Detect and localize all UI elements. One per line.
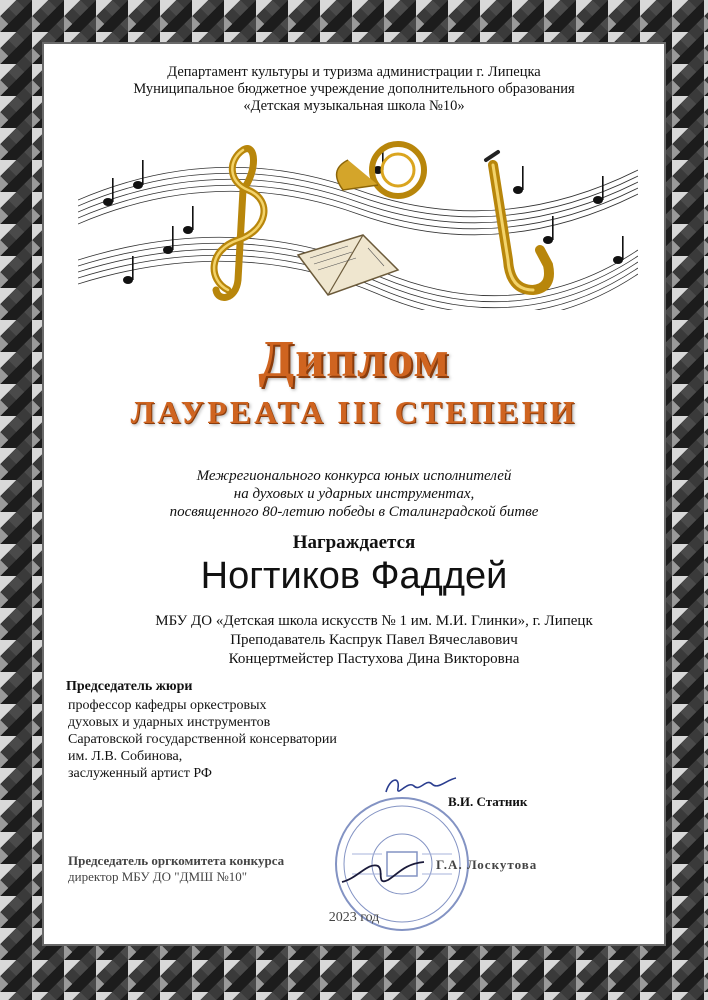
saxophone-icon bbox=[486, 152, 549, 290]
issuer-header bbox=[42, 64, 666, 115]
contest-line-2: на духовых и ударных инструментах, bbox=[233, 486, 475, 502]
contest-description bbox=[42, 467, 666, 521]
jury-line: профессор кафедры оркестровых bbox=[68, 698, 267, 713]
contest-line-3: посвященного 80-летию победы в Сталинградской битве bbox=[169, 504, 539, 520]
school-info bbox=[82, 612, 666, 669]
jury-line: Саратовской государственной консерватории bbox=[68, 732, 337, 747]
treble-clef-icon bbox=[214, 149, 264, 298]
jury-line: духовых и ударных инструментов bbox=[68, 715, 271, 730]
jury-line: заслуженный артист РФ bbox=[68, 766, 212, 781]
musical-instruments-banner bbox=[78, 130, 638, 310]
jury-chair-title: Председатель жюри bbox=[66, 679, 193, 694]
header-line-1: Департамент культуры и туризма администрации г. Липецка bbox=[167, 64, 541, 80]
issue-year: 2023 год bbox=[328, 910, 380, 925]
recipient-name: Ногтиков Фаддей bbox=[200, 555, 508, 597]
accompanist-line: Концертмейстер Пастухова Дина Викторовна bbox=[228, 651, 520, 667]
organizer-signer-name: Г.А. Лоскутова bbox=[436, 857, 538, 872]
awarded-label: Награждается bbox=[292, 532, 416, 553]
organizer-title: Председатель оргкомитета конкурса bbox=[68, 853, 285, 868]
sheet-music-book-icon bbox=[298, 235, 398, 295]
school-line-1: МБУ ДО «Детская школа искусств № 1 им. М.И. Глинки», г. Липецк bbox=[155, 613, 593, 629]
jury-line: им. Л.В. Собинова, bbox=[68, 749, 183, 764]
contest-line-1: Межрегионального конкурса юных исполнителей bbox=[196, 468, 512, 484]
header-line-3: «Детская музыкальная школа №10» bbox=[243, 98, 465, 114]
header-line-2: Муниципальное бюджетное учреждение дополнительного образования bbox=[133, 81, 575, 97]
teacher-line: Преподаватель Каспрук Павел Вячеславович bbox=[230, 632, 518, 648]
jury-chair-credentials bbox=[68, 697, 337, 782]
jury-signer-name: В.И. Статник bbox=[448, 794, 528, 809]
organizer-signature bbox=[338, 852, 428, 892]
diploma-degree: ЛАУРЕАТА III СТЕПЕНИ bbox=[130, 394, 578, 430]
organizer-subtitle: директор МБУ ДО "ДМШ №10" bbox=[68, 869, 248, 884]
diploma-sheet bbox=[42, 42, 666, 946]
diploma-title: Диплом bbox=[258, 331, 450, 388]
